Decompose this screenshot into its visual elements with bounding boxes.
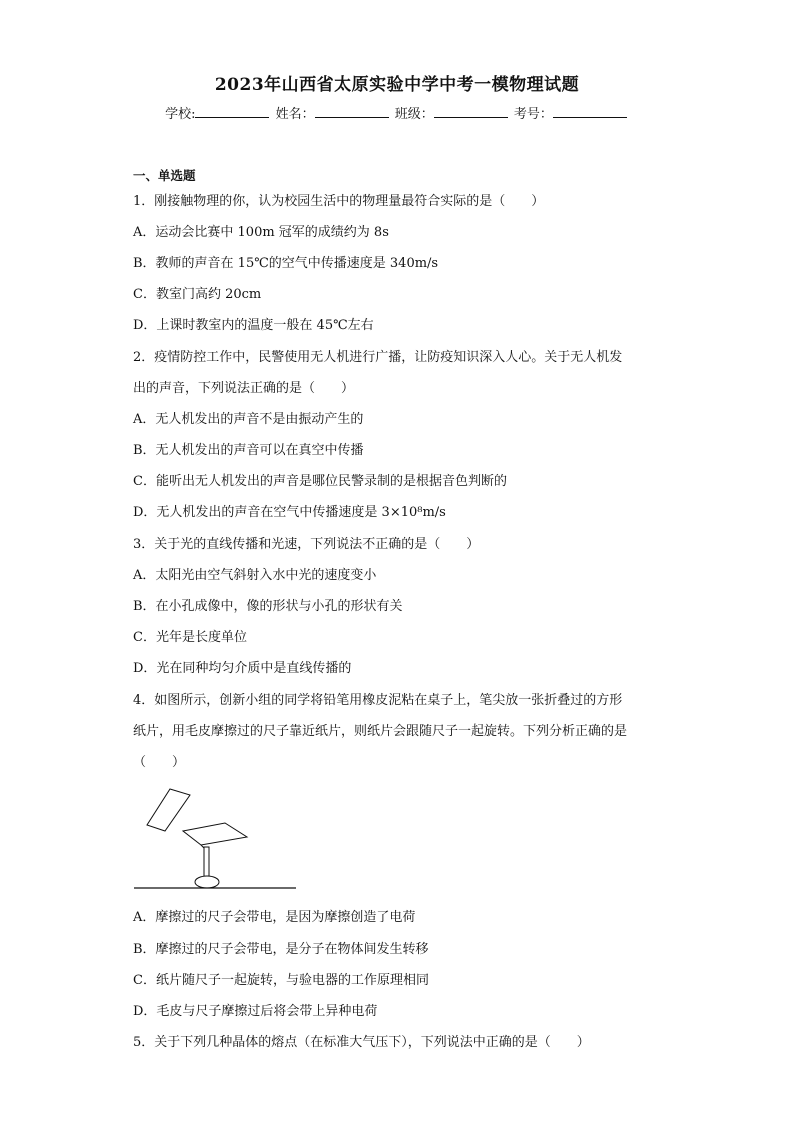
number-blank bbox=[553, 105, 627, 118]
question-4-stem-line-1: 4．如图所示，创新小组的同学将铅笔用橡皮泥粘在桌子上，笔尖放一张折叠过的方形 bbox=[133, 693, 623, 708]
question-5-stem: 5．关于下列几种晶体的熔点（在标准大气压下），下列说法中正确的是（ ） bbox=[133, 1035, 590, 1050]
question-2-option-b: B．无人机发出的声音可以在真空中传播 bbox=[133, 443, 364, 458]
question-1-option-c: C．教室门高约 20cm bbox=[133, 287, 262, 302]
question-4-option-b: B．摩擦过的尺子会带电，是分子在物体间发生转移 bbox=[133, 942, 429, 957]
question-2-option-c: C．能听出无人机发出的声音是哪位民警录制的是根据音色判断的 bbox=[133, 474, 507, 489]
question-2-option-d: D．无人机发出的声音在空气中传播速度是 3×10⁸m/s bbox=[133, 505, 446, 520]
school-blank bbox=[195, 105, 269, 118]
student-info-row bbox=[0, 103, 794, 122]
paper-diagram bbox=[183, 823, 247, 849]
question-3-option-b: B．在小孔成像中，像的形状与小孔的形状有关 bbox=[133, 599, 403, 614]
class-label: 班级： bbox=[394, 107, 434, 122]
question-2-option-a: A．无人机发出的声音不是由振动产生的 bbox=[133, 412, 364, 427]
question-3-option-c: C．光年是长度单位 bbox=[133, 630, 247, 645]
ruler-diagram bbox=[147, 789, 190, 831]
question-1-stem: 1．刚接触物理的你，认为校园生活中的物理量最符合实际的是（ ） bbox=[133, 194, 545, 209]
question-3-option-d: D．光在同种均匀介质中是直线传播的 bbox=[133, 661, 352, 676]
name-label: 姓名： bbox=[275, 107, 315, 122]
exam-title: 2023年山西省太原实验中学中考一模物理试题 bbox=[214, 75, 580, 95]
question-4-option-c: C．纸片随尺子一起旋转，与验电器的工作原理相同 bbox=[133, 973, 429, 988]
question-1-option-d: D．上课时教室内的温度一般在 45℃左右 bbox=[133, 318, 374, 333]
question-1-option-b: B．教师的声音在 15℃的空气中传播速度是 340m/s bbox=[133, 256, 439, 271]
question-4-figure bbox=[133, 785, 303, 895]
question-1-option-a: A．运动会比赛中 100m 冠军的成绩约为 8s bbox=[133, 225, 389, 240]
class-blank bbox=[434, 105, 508, 118]
name-blank bbox=[315, 105, 389, 118]
plasticine-diagram bbox=[195, 876, 219, 888]
pencil-diagram bbox=[204, 847, 209, 879]
question-4-stem-line-3: （ ） bbox=[133, 755, 186, 770]
question-3-stem: 3．关于光的直线传播和光速，下列说法不正确的是（ ） bbox=[133, 537, 480, 552]
question-3-option-a: A．太阳光由空气斜射入水中光的速度变小 bbox=[133, 568, 377, 583]
question-4-option-d: D．毛皮与尺子摩擦过后将会带上异种电荷 bbox=[133, 1004, 378, 1019]
question-4-option-a: A．摩擦过的尺子会带电，是因为摩擦创造了电荷 bbox=[133, 910, 416, 925]
question-4-stem-line-2: 纸片，用毛皮摩擦过的尺子靠近纸片，则纸片会跟随尺子一起旋转。下列分析正确的是 bbox=[133, 724, 628, 739]
number-label: 考号： bbox=[513, 107, 553, 122]
school-label: 学校: bbox=[165, 107, 196, 122]
question-2-stem-line-2: 出的声音，下列说法正确的是（ ） bbox=[133, 381, 355, 396]
question-2-stem-line-1: 2．疫情防控工作中，民警使用无人机进行广播，让防疫知识深入人心。关于无人机发 bbox=[133, 350, 623, 365]
section-title: 一、单选题 bbox=[133, 168, 196, 183]
